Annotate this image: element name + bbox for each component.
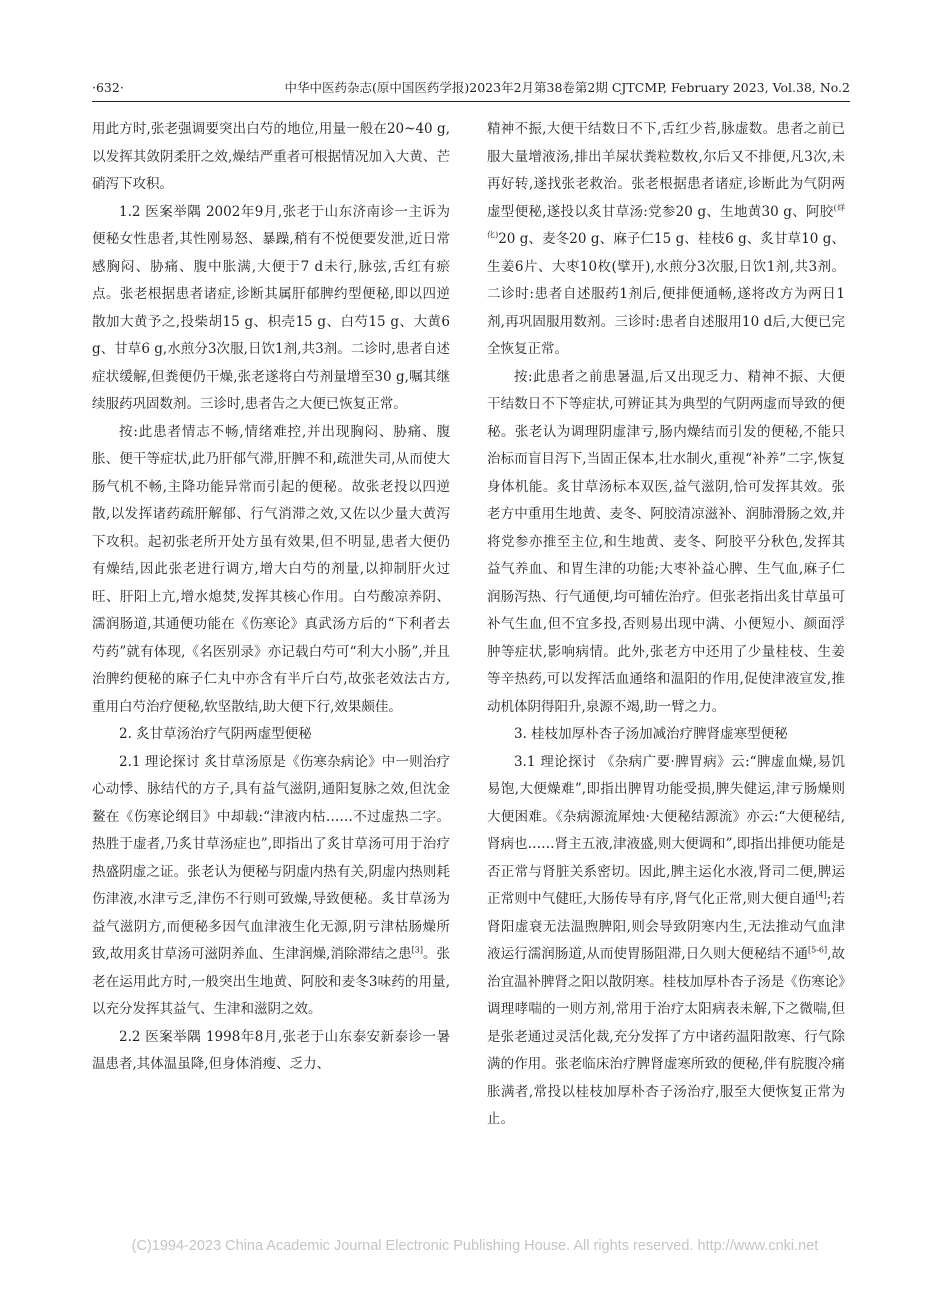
superscript-marker: (烊化): [487, 203, 846, 240]
header-rule: [92, 101, 850, 102]
journal-citation: 中华中医药杂志(原中国医药学报)2023年2月第38卷第2期 CJTCMP, February 2023, Vol.38, No.2: [284, 80, 850, 95]
copyright-watermark: (C)1994-2023 China Academic Journal Electronic Publishing House. All rights reserved. http://www.cnki.net: [131, 1238, 819, 1254]
body-paragraph: 2.2 医案举隅 1998年8月,张老于山东泰安新泰诊一暑温患者,其体温虽降,但身体消瘦、乏力、: [92, 1028, 450, 1072]
right-column: [487, 116, 845, 1134]
section-heading: 3. 桂枝加厚朴杏子汤加减治疗脾肾虚寒型便秘: [514, 726, 788, 742]
body-paragraph: 精神不振,大便干结数日不下,舌红少苔,脉虚数。患者之前已服大量增液汤,排出羊屎状粪粒数枚,尔后又不排便,凡3次,未再好转,遂找张老救治。张老根据患者诸症,诊断此为气阴两虚型便秘,遂投以炙甘草汤:党参20 g、生地黄30 g、阿胶$^{(烊化)}$20 g、麦冬20 g、麻子仁15 g、桂枝6 g、炙甘草10 g、生姜6片、大枣10枚(擘开),水煎分3次服,日饮1剂,共3剂。二诊时:患者自述服药1剂后,便排便通畅,遂将改方为两日1剂,再巩固服用数剂。三诊时:患者自述服用10 d后,大便已完全恢复正常。: [487, 121, 846, 357]
body-paragraph: 用此方时,张老强调要突出白芍的地位,用量一般在20~40 g,以发挥其敛阴柔肝之效,燥结严重者可根据情况加入大黄、芒硝泻下攻积。: [92, 121, 450, 192]
body-paragraph: 按:此患者之前患暑温,后又出现乏力、精神不振、大便干结数日不下等症状,可辨证其为典型的气阴两虚而导致的便秘。张老认为调理阴虚津亏,肠内燥结而引发的便秘,不能只治标而盲目泻下,当固正保本,壮水制火,重视“补养”二字,恢复身体机能。炙甘草汤标本双医,益气滋阴,恰可发挥其效。张老方中重用生地黄、麦冬、阿胶清凉滋补、润肺滑肠之效,并将党参亦推至主位,和生地黄、麦冬、阿胶平分秋色,发挥其益气养血、和胃生津的功能;大枣补益心脾、生气血,麻子仁润肠泻热、行气通便,均可辅佐治疗。但张老指出炙甘草虽可补气生血,但不宜多投,否则易出现中满、小便短小、颜面浮肿等症状,影响病情。此外,张老方中还用了少量桂枝、生姜等辛热药,可以发挥活血通络和温阳的作用,促使津液宣发,推动机体阴得阳升,泉源不竭,助一臂之力。: [487, 368, 845, 715]
superscript-marker: [3]: [411, 945, 423, 955]
body-paragraph: 2.1 理论探讨 炙甘草汤原是《伤寒杂病论》中一则治疗心动悸、脉结代的方子,具有益气滋阴,通阳复脉之效,但沈金鳌在《伤寒论纲目》中却载:“津液内枯……不过虚热二字。热胜于虚者,乃炙甘草汤症也”,即指出了炙甘草汤可用于治疗热盛阴虚之证。张老认为便秘与阴虚内热有关,阴虚内热则耗伤津液,水津亏乏,津伤不行则可致燥,导致便秘。炙甘草汤为益气滋阴方,而便秘多因气血津液生化无源,阴亏津枯肠燥所致,故用炙甘草汤可滋阴养血、生津润燥,消除滞结之患[3]。张老在运用此方时,一般突出生地黄、阿胶和麦冬3味药的用量,以充分发挥其益气、生津和滋阴之效。: [92, 753, 450, 1017]
running-head: [92, 80, 850, 96]
left-column: [92, 116, 450, 1079]
superscript-marker: [4]: [815, 890, 827, 900]
superscript-marker: [5-6]: [808, 945, 828, 955]
page-number: ·632·: [92, 80, 124, 95]
section-heading: 2. 炙甘草汤治疗气阴两虚型便秘: [119, 726, 312, 742]
body-paragraph: 按:此患者情志不畅,情绪难控,并出现胸闷、胁痛、腹胀、便干等症状,此乃肝郁气滞,肝脾不和,疏泄失司,从而使大肠气机不畅,主降功能异常而引起的便秘。故张老投以四逆散,以发挥诸药疏肝解郁、行气消滞之效,又佐以少量大黄泻下攻积。起初张老所开处方虽有效果,但不明显,患者大便仍有燥结,因此张老进行调方,增大白芍的剂量,以抑制肝火过旺、肝阳上亢,增水熄焚,发挥其核心作用。白芍酸凉养阴、濡润肠道,其通便功能在《伤寒论》真武汤方后的“下利者去芍药”就有体现,《名医别录》亦记载白芍可“利大小肠”,并且治脾约便秘的麻子仁丸中亦含有半斤白芍,故张老效法古方,重用白芍治疗便秘,软坚散结,助大便下行,效果颇佳。: [92, 423, 450, 715]
body-paragraph: 3.1 理论探讨 《杂病广要·脾胃病》云:“脾虚血燥,易饥易饱,大便燥难”,即指出脾胃功能受损,脾失健运,津亏肠燥则大便困难。《杂病源流犀烛·大便秘结源流》亦云:“大便秘结,肾病也……肾主五液,津液盛,则大便调和”,即指出排便功能是否正常与肾脏关系密切。因此,脾主运化水液,肾司二便,脾运正常则中气健旺,大肠传导有序,肾气化正常,则大便自通[4];若肾阳虚衰无法温煦脾阳,则会导致阴寒内生,无法推动气血津液运行濡润肠道,从而使胃肠阻滞,日久则大便秘结不通[5-6],故治宜温补脾肾之阳以散阴寒。桂枝加厚朴杏子汤是《伤寒论》调理哮喘的一则方剂,常用于治疗太阳病表未解,下之微喘,但是张老通过灵活化裁,充分发挥了方中诸药温阳散寒、行气除满的作用。张老临床治疗脾肾虚寒所致的便秘,伴有脘腹冷痛胀满者,常投以桂枝加厚朴杏子汤治疗,服至大便恢复正常为止。: [487, 753, 845, 1127]
body-paragraph: 1.2 医案举隅 2002年9月,张老于山东济南诊一主诉为便秘女性患者,其性刚易怒、暴躁,稍有不悦便要发泄,近日常感胸闷、胁痛、腹中胀满,大便于7 d未行,脉弦,舌红有瘀点。张老根据患者诸症,诊断其属肝郁脾约型便秘,即以四逆散加大黄予之,投柴胡15 g、枳壳15 g、白芍15 g、大黄6 g、甘草6 g,水煎分3次服,日饮1剂,共3剂。二诊时,患者自述症状缓解,但粪便仍干燥,张老遂将白芍剂量增至30 g,嘱其继续服药巩固数剂。三诊时,患者告之大便已恢复正常。: [92, 203, 450, 412]
